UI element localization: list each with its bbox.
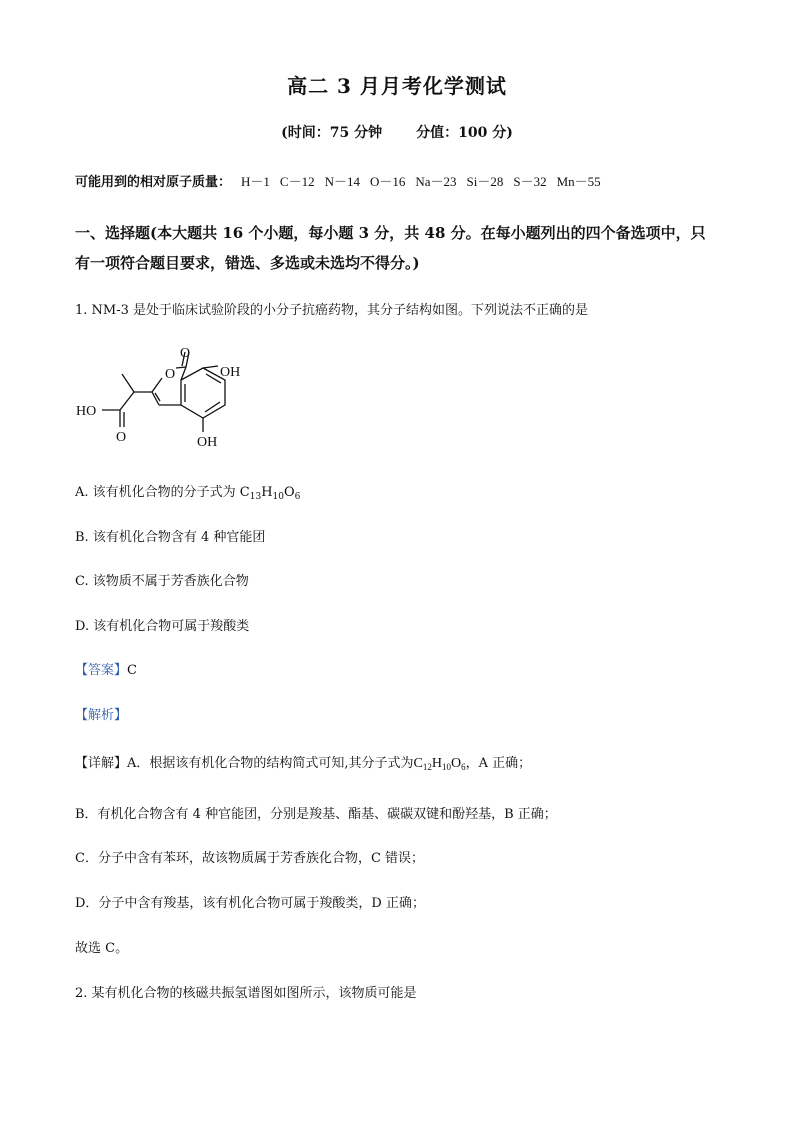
hydroxyl-top-label: OH (220, 365, 241, 380)
exam-score: 分值：100 分) (416, 125, 513, 141)
molecule-structure (72, 336, 282, 461)
analysis-tag: 【解析】 (75, 708, 128, 723)
section-heading-line2: 有一项符合题目要求，错选、多选或未选均不得分。) (75, 254, 420, 272)
detail-line-b: B．有机化合物含有 4 种官能团，分别是羧基、酯基、碳碳双键和酚羟基，B 正确； (75, 807, 557, 822)
option-a: A. 该有机化合物的分子式为 $C_{13}H_{10}O_6$ (75, 485, 301, 502)
atomic-mass-label: 可能用到的相对原子质量： (75, 175, 232, 190)
molecule-bonds (102, 352, 225, 432)
hydroxyl-bottom-label: OH (197, 435, 218, 450)
acid-oxygen-label: O (116, 430, 127, 445)
atomic-mass-item: S－32 (513, 174, 547, 189)
carbonyl-oxygen-label: O (180, 346, 191, 361)
atomic-mass-item: N－14 (324, 174, 360, 189)
option-d: D. 该有机化合物可属于羧酸类 (75, 619, 250, 634)
conclusion-line: 故选 C。 (75, 941, 129, 956)
question-1-stem: 1. NM-3 是处于临床试验阶段的小分子抗癌药物，其分子结构如图。下列说法不正确的是 (75, 303, 589, 318)
exam-time: (时间：75 分钟 (281, 125, 383, 141)
answer-tag: 【答案】 (75, 663, 128, 678)
section-heading-line1: 一、选择题(本大题共 16 个小题，每小题 3 分，共 48 分。在每小题列出的四个备选项中，只 (75, 224, 706, 242)
question-2-stem: 2. 某有机化合物的核磁共振氢谱图如图所示，该物质可能是 (75, 986, 417, 1001)
atomic-mass-item: C－12 (279, 174, 315, 189)
option-c: C. 该物质不属于芳香族化合物 (75, 574, 249, 589)
atomic-mass-line (75, 171, 601, 190)
detail-line-c: C．分子中含有苯环，故该物质属于芳香族化合物，C 错误； (75, 851, 425, 866)
exam-info (0, 122, 794, 142)
ring-oxygen-label: O (165, 367, 176, 382)
atomic-mass-item: Si－28 (466, 174, 504, 189)
hydroxyl-acid-label: HO (76, 404, 97, 419)
atomic-mass-item: H－1 (241, 174, 270, 189)
detail-line-d: D．分子中含有羧基，该有机化合物可属于羧酸类，D 正确； (75, 896, 425, 911)
atomic-mass-item: Mn－55 (556, 174, 601, 189)
page-title: 高二 3 月月考化学测试 (287, 74, 507, 98)
option-b: B. 该有机化合物含有 4 种官能团 (75, 530, 266, 545)
answer-line (75, 659, 137, 678)
answer-value: C (127, 663, 137, 678)
atomic-mass-item: Na－23 (415, 174, 457, 189)
atomic-mass-item: O－16 (369, 174, 406, 189)
detail-line-a: 【详解】A．根据该有机化合物的结构简式可知,其分子式为$C_{12}H_{10}O_6$，A 正确； (75, 756, 532, 772)
